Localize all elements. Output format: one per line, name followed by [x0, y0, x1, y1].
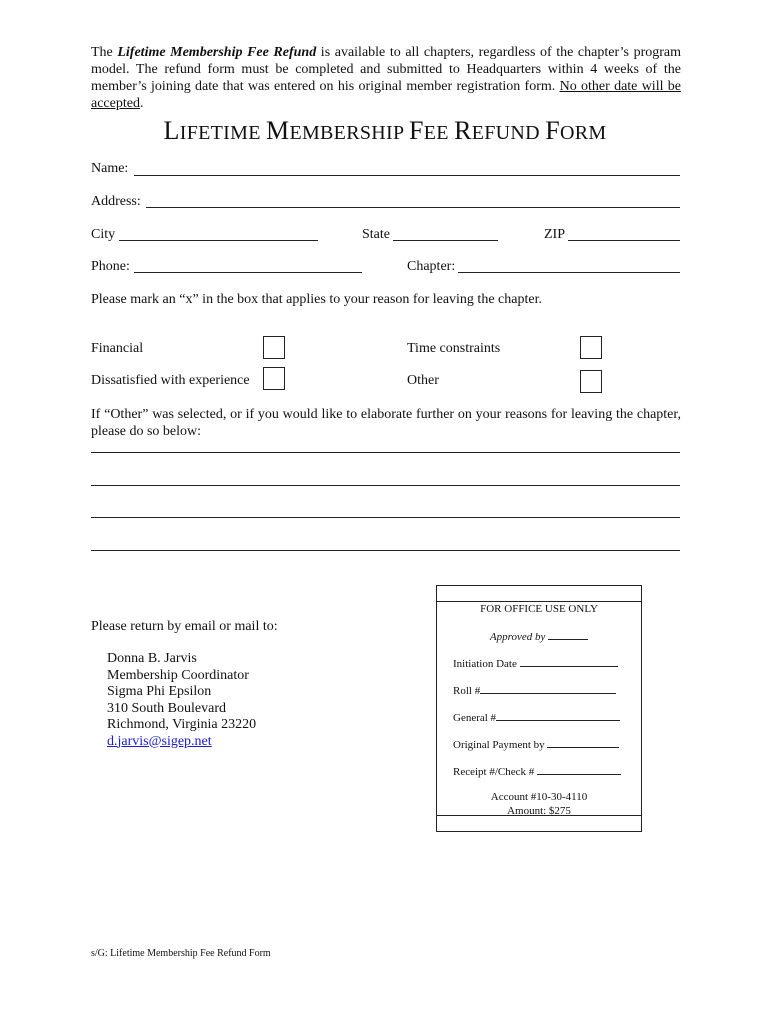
- receipt-label: Receipt #/Check #: [453, 766, 535, 778]
- comment-line-3[interactable]: [91, 517, 680, 518]
- elaborate-instruction: If “Other” was selected, or if you would like to elaborate further on your reasons for leaving the chapter, please do so below:: [91, 407, 681, 439]
- address-label: Address:: [91, 194, 141, 209]
- financial-checkbox[interactable]: [263, 336, 285, 359]
- city-label: City: [91, 227, 116, 242]
- contact-street: 310 South Boulevard: [107, 700, 226, 716]
- name-field[interactable]: [134, 175, 680, 176]
- general-line[interactable]: [496, 711, 620, 721]
- office-initiation: [453, 657, 618, 670]
- title-rest-5: ORM: [559, 122, 607, 144]
- time-constraints-checkbox[interactable]: [580, 336, 602, 359]
- title-rest-3: EE: [423, 122, 455, 144]
- zip-field[interactable]: [568, 240, 680, 241]
- name-label: Name:: [91, 161, 129, 176]
- state-field[interactable]: [393, 240, 498, 241]
- contact-name: Donna B. Jarvis: [107, 651, 197, 666]
- office-amount: Amount: $275: [507, 805, 571, 817]
- title-rest-4: EFUND: [471, 122, 546, 144]
- office-bottom-band: [437, 815, 641, 831]
- return-address: [107, 651, 256, 750]
- zip-label: ZIP: [544, 227, 565, 242]
- title-cap-3: F: [408, 116, 424, 145]
- other-label: Other: [407, 373, 439, 388]
- contact-email-link[interactable]: d.jarvis@sigep.net: [107, 733, 212, 749]
- office-top-band: [437, 586, 641, 602]
- other-checkbox[interactable]: [580, 370, 602, 393]
- title-cap-4: R: [454, 116, 472, 145]
- approved-line[interactable]: [548, 630, 588, 640]
- office-approved-label: Approved by: [489, 631, 546, 643]
- address-field[interactable]: [146, 207, 680, 208]
- original-payment-label: Original Payment by: [453, 739, 545, 751]
- return-heading: Please return by email or mail to:: [91, 619, 278, 634]
- original-payment-line[interactable]: [547, 738, 619, 748]
- title-rest-1: IFETIME: [179, 122, 267, 144]
- intro-paragraph: [91, 44, 681, 112]
- phone-field[interactable]: [134, 272, 362, 273]
- financial-label: Financial: [91, 341, 144, 356]
- time-constraints-label: Time constraints: [407, 341, 501, 356]
- office-account: Account #10-30-4110: [490, 791, 588, 803]
- chapter-label: Chapter:: [407, 259, 456, 274]
- chapter-field[interactable]: [458, 272, 680, 273]
- title-cap-1: L: [163, 116, 180, 145]
- office-approved: [437, 630, 641, 643]
- comment-line-4[interactable]: [91, 550, 680, 551]
- office-original-payment: [453, 738, 619, 751]
- office-receipt: [453, 765, 621, 778]
- city-field[interactable]: [119, 240, 318, 241]
- title-cap-2: M: [266, 116, 290, 145]
- roll-line[interactable]: [480, 684, 616, 694]
- footer-text: s/G: Lifetime Membership Fee Refund Form: [91, 948, 271, 959]
- state-label: State: [362, 227, 390, 242]
- intro-underlined: No other date will be accepted: [91, 79, 681, 111]
- title-cap-5: F: [545, 116, 560, 145]
- initiation-line[interactable]: [520, 657, 618, 667]
- dissatisfied-checkbox[interactable]: [263, 367, 285, 390]
- general-label: General #: [453, 712, 497, 724]
- page-title: [0, 116, 770, 146]
- intro-pre: The: [91, 45, 118, 60]
- dissatisfied-label: Dissatisfied with experience: [91, 373, 250, 388]
- office-use-box: [436, 585, 642, 832]
- office-general: [453, 711, 620, 724]
- contact-org: Sigma Phi Epsilon: [107, 684, 212, 699]
- comment-line-1[interactable]: [91, 452, 680, 453]
- comment-line-2[interactable]: [91, 485, 680, 486]
- office-roll: [453, 684, 616, 697]
- title-rest-2: EMBERSHIP: [289, 122, 409, 144]
- phone-label: Phone:: [91, 259, 130, 274]
- office-heading: FOR OFFICE USE ONLY: [480, 603, 598, 615]
- contact-role: Membership Coordinator: [107, 667, 249, 683]
- intro-end: .: [139, 96, 144, 111]
- intro-form-name: Lifetime Membership Fee Refund: [117, 45, 317, 60]
- contact-city: Richmond, Virginia 23220: [107, 717, 257, 732]
- initiation-label: Initiation Date: [453, 658, 517, 670]
- receipt-line[interactable]: [537, 765, 621, 775]
- roll-label: Roll #: [453, 685, 481, 697]
- reason-instruction: Please mark an “x” in the box that applies to your reason for leaving the chapter.: [91, 292, 542, 307]
- intro-text: is available to all chapters, regardless of the chapter’s program model. The refund form must be completed and submitted to Headquarters within 4 weeks of the member’s joining date that was entered on his original member registration form.: [91, 45, 681, 94]
